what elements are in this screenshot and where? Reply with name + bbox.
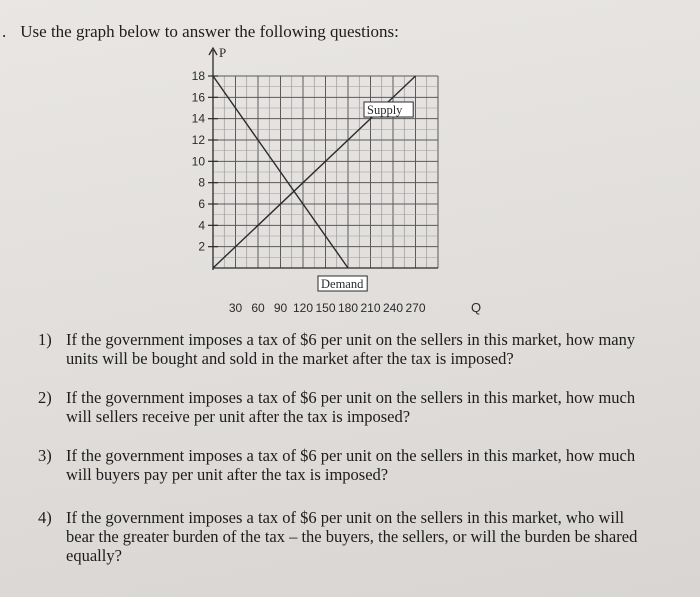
y-tick-label: 4 [198, 218, 205, 233]
question-4-number: 4) [38, 508, 52, 527]
x-tick-label: 30 [228, 301, 243, 315]
header-text: Use the graph below to answer the following questions: [20, 22, 399, 41]
supply-label: Supply [367, 103, 403, 117]
question-3 [38, 446, 656, 484]
x-tick-label: 210 [360, 301, 381, 315]
y-axis-label: P [219, 45, 227, 60]
question-1-text: If the government imposes a tax of $6 per unit on the sellers in this market, how many units will be bought and sold in the market after the tax is imposed? [66, 330, 636, 368]
question-4-text: If the government imposes a tax of $6 per unit on the sellers in this market, who will bear the greater burden of the tax – the buyers, the sellers, or will the burden be shared equally? [66, 508, 638, 565]
y-tick-label: 8 [198, 175, 205, 190]
question-2-number: 2) [38, 388, 52, 407]
y-tick-label: 6 [198, 197, 205, 211]
question-3-number: 3) [38, 446, 52, 465]
question-1-number: 1) [38, 330, 52, 349]
x-tick-label: 240 [382, 301, 404, 315]
x-tick-label: 180 [337, 301, 359, 315]
y-tick-label: 18 [191, 69, 205, 83]
chart-axes [209, 48, 438, 270]
y-tick-label: 14 [191, 111, 205, 126]
x-tick-label: 270 [405, 301, 426, 315]
x-tick-label: 150 [315, 301, 336, 315]
question-4 [38, 508, 656, 565]
question-2-text: If the government imposes a tax of $6 per unit on the sellers in this market, how much will sellers receive per unit after the tax is imposed? [66, 388, 636, 426]
question-number: . [2, 22, 7, 41]
demand-label: Demand [321, 277, 364, 291]
question-2 [38, 388, 656, 426]
x-tick-label: 120 [292, 301, 314, 315]
x-axis-label: Q [470, 300, 482, 315]
y-tick-label: 2 [198, 239, 205, 254]
x-tick-label: 60 [251, 301, 265, 315]
question-1 [38, 330, 656, 368]
y-tick-label: 12 [191, 133, 205, 147]
y-tick-label: 16 [191, 90, 205, 105]
y-tick-label: 10 [191, 154, 205, 169]
x-tick-label: 90 [273, 301, 288, 315]
question-3-text: If the government imposes a tax of $6 per unit on the sellers in this market, how much will buyers pay per unit after the tax is imposed? [66, 446, 636, 484]
